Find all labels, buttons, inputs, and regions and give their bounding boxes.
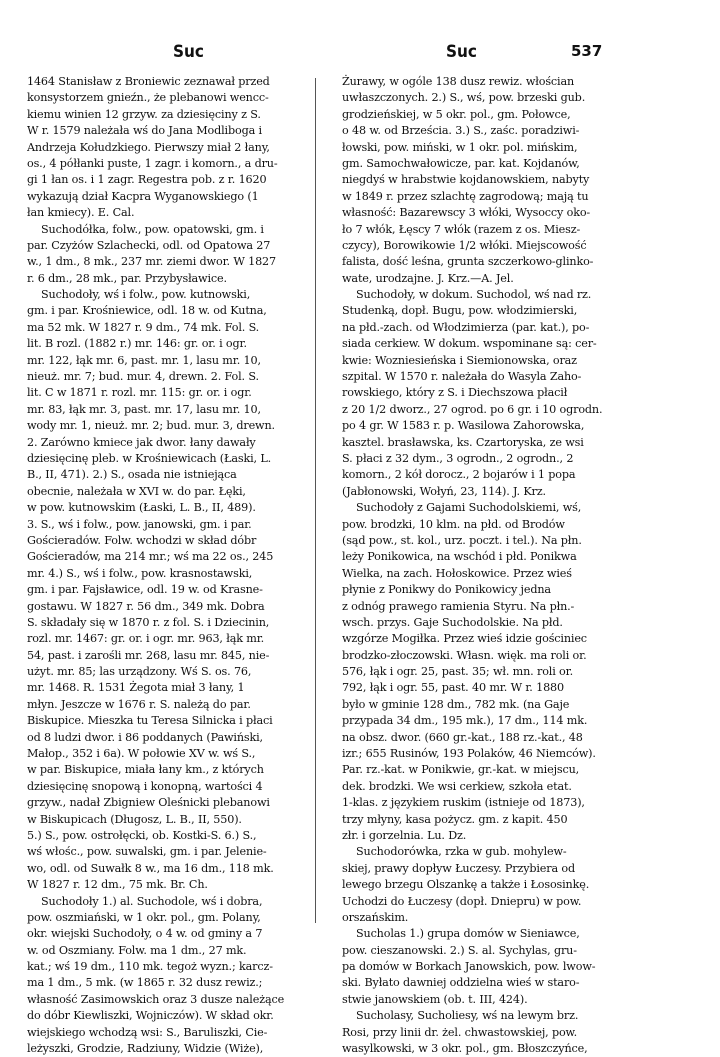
text-line: szpital. W 1570 r. należała do Wasyla Zaho-	[342, 370, 582, 384]
text-line: 54, past. i zarośli mr. 268, lasu mr. 845, nie-	[27, 648, 270, 662]
text-line: pow. cieszanowski. 2.) S. al. Sychylas, gru-	[342, 943, 577, 957]
text-line: użyt. mr. 85; las urządzony. Wś S. os. 76,	[27, 665, 252, 679]
text-line: 792, łąk i ogr. 55, past. 40 mr. W r. 1880	[342, 681, 564, 695]
text-line: na obsz. dwor. (660 gr.-kat., 188 rz.-kat., 48	[342, 730, 583, 744]
text-line: łowski, pow. miński, w 1 okr. pol. mińskim,	[342, 140, 578, 154]
text-line: falista, dość leśna, grunta szczerkowo-glinko-	[342, 255, 594, 269]
text-line: w., 1 dm., 8 mk., 237 mr. ziemi dwor. W 1827	[27, 255, 276, 269]
text-line: Suchodorówka, rzka w gub. mohylew-	[356, 845, 567, 859]
right-running-title: Suc	[446, 42, 477, 62]
text-line: wasylkowski, w 3 okr. pol., gm. Błoszczyńce,	[342, 1042, 588, 1056]
text-line: wś włośc., pow. suwalski, gm. i par. Jelenie-	[27, 845, 267, 859]
text-line: gm. i par. Krośniewice, odl. 18 w. od Kutna,	[27, 304, 267, 318]
text-line: kiemu winien 12 grzyw. za dziesięciny z S.	[27, 107, 261, 121]
text-line: gm. Samochwałowicze, par. kat. Kojdanów,	[342, 156, 580, 170]
text-line: Małop., 352 i 6a). W połowie XV w. wś S.,	[27, 747, 256, 761]
text-line: dek. brodzki. We wsi cerkiew, szkoła etat.	[342, 779, 572, 793]
text-line: mr. 4.) S., wś i folw., pow. krasnostawski,	[27, 566, 253, 580]
text-line: czycy), Borowikowie 1/2 włóki. Miejscowość	[342, 238, 587, 252]
text-line: leżyszki, Grodzie, Radziuny, Widzie (Wiże),	[27, 1042, 264, 1056]
text-line: komorn., 2 kół dorocz., 2 bojarów i 1 popa	[342, 468, 576, 482]
text-line: konsystorzem gnieźn., że plebanowi wencc-	[27, 91, 269, 105]
text-line: Andrzeja Kołudzkiego. Pierwszy miał 2 łany,	[27, 140, 270, 154]
text-line: Gościeradów, ma 214 mr.; wś ma 22 os., 245	[27, 550, 274, 564]
text-line: o 48 w. od Brześcia. 3.) S., zaśc. poradziwi-	[342, 124, 580, 138]
text-line: brodzko-złoczowski. Własn. więk. ma roli or.	[342, 648, 587, 662]
text-line: 576, łąk i ogr. 25, past. 35; wł. mn. roli or.	[342, 665, 573, 679]
text-line: rowskiego, który z S. i Diechszowa płacił	[342, 386, 568, 400]
text-line: mr. 83, łąk mr. 3, past. mr. 17, lasu mr. 10,	[27, 402, 261, 416]
text-line: nieuż. mr. 7; bud. mur. 4, drewn. 2. Fol. S.	[27, 370, 259, 384]
text-line: Studenką, dopł. Bugu, pow. włodzimierski,	[342, 304, 578, 318]
text-line: kasztel. brasławska, ks. Czartoryska, ze wsi	[342, 435, 584, 449]
text-line: młyn. Jeszcze w 1676 r. S. należą do par.	[27, 697, 251, 711]
text-line: grzyw., nadał Zbigniew Oleśnicki plebanowi	[27, 796, 270, 810]
text-line: własność: Bazarewscy 3 włóki, Wysoccy oko-	[342, 206, 591, 220]
text-line: stwie janowskiem (ob. t. III, 424).	[342, 992, 528, 1006]
text-line: par. Czyżów Szlachecki, odl. od Opatowa 27	[27, 238, 271, 252]
text-line: w pow. kutnowskim (Łaski, L. B., II, 489).	[27, 501, 256, 515]
text-line: płynie z Ponikwy do Ponikowicy jedna	[342, 583, 551, 597]
text-line: na płd.-zach. od Włodzimierza (par. kat.), po-	[342, 320, 590, 334]
text-line: kwie: Wozniesieńska i Siemionowska, oraz	[342, 353, 577, 367]
text-line: do dóbr Kiewliszki, Wojniczów). W skład okr.	[27, 1009, 274, 1023]
text-line: wate, urodzajne. J. Krz.—A. Jel.	[342, 271, 514, 285]
text-line: trzy młyny, kasa pożycz. gm. z kapit. 450	[342, 812, 568, 826]
text-line: (Jabłonowski, Wołyń, 23, 114). J. Krz.	[342, 484, 546, 498]
text-line: orszańskim.	[342, 910, 409, 924]
text-line: dziesięcinę pleb. w Krośniewicach (Łaski, L.	[27, 451, 272, 465]
text-line: było w gminie 128 dm., 782 mk. (na Gaje	[342, 697, 570, 711]
left-column	[27, 74, 311, 1057]
text-line: gi 1 łan os. i 1 zagr. Regestra pob. z r. 1620	[27, 173, 267, 187]
text-line: dziesięcinę snopową i konopną, wartości 4	[27, 779, 263, 793]
text-line: Rosi, przy linii dr. żel. chwastowskiej, pow.	[342, 1025, 578, 1039]
text-line: pow. brodzki, 10 klm. na płd. od Brodów	[342, 517, 565, 531]
text-line: pow. oszmiański, w 1 okr. pol., gm. Polany,	[27, 910, 261, 924]
text-line: S. płaci z 32 dym., 3 ogrodn., 2 ogrodn., 2	[342, 451, 574, 465]
text-line: lit. C w 1871 r. rozl. mr. 115: gr. or. i ogr.	[27, 386, 252, 400]
text-line: izr.; 655 Rusinów, 193 Polaków, 46 Niemców).	[342, 747, 596, 761]
text-line: wody mr. 1, nieuż. mr. 2; bud. mur. 3, drewn.	[27, 419, 275, 433]
text-line: 3. S., wś i folw., pow. janowski, gm. i par.	[27, 517, 252, 531]
page-header	[0, 38, 720, 68]
text-line: uwłaszczonych. 2.) S., wś, pow. brzeski gub.	[342, 91, 586, 105]
text-line: wzgórze Mogiłka. Przez wieś idzie gościniec	[342, 632, 587, 646]
text-line: Par. rz.-kat. w Ponikwie, gr.-kat. w miejscu,	[342, 763, 580, 777]
column-divider	[315, 78, 316, 923]
text-line: okr. wiejski Suchodoły, o 4 w. od gminy a 7	[27, 927, 263, 941]
text-line: własność Zasimowskich oraz 3 dusze należące	[27, 992, 285, 1006]
text-line: ma 1 dm., 5 mk. (w 1865 r. 32 dusz rewiz.;	[27, 976, 263, 990]
text-line: Suchodoły, wś i folw., pow. kutnowski,	[41, 288, 251, 302]
text-line: B., II, 471). 2.) S., osada nie istniejąca	[27, 468, 237, 482]
text-line: Sucholas 1.) grupa domów w Sieniawce,	[356, 927, 580, 941]
text-line: w Biskupicach (Długosz, L. B., II, 550).	[27, 812, 242, 826]
right-column	[342, 74, 624, 1057]
text-line: łan kmiecy). E. Cal.	[27, 206, 135, 220]
text-line: w par. Biskupice, miała łany km., z których	[27, 763, 264, 777]
text-line: pa domów w Borkach Janowskich, pow. lwow-	[342, 960, 596, 974]
text-line: grodzieńskiej, w 5 okr. pol., gm. Połowce,	[342, 107, 571, 121]
text-line: kat.; wś 19 dm., 110 mk. tegoż wyzn.; karcz-	[27, 960, 273, 974]
left-running-title: Suc	[173, 42, 204, 62]
text-line: wsch. przys. Gaje Suchodolskie. Na płd.	[342, 615, 563, 629]
text-line: skiej, prawy dopływ Łuczesy. Przybiera od	[342, 861, 575, 875]
text-line: siada cerkiew. W dokum. wspominane są: cer-	[342, 337, 597, 351]
text-line: os., 4 półłanki puste, 1 zagr. i komorn., a dru-	[27, 156, 278, 170]
text-line: Wielka, na zach. Hołoskowice. Przez wieś	[342, 566, 572, 580]
text-line: 1464 Stanisław z Broniewic zeznawał przed	[27, 75, 270, 88]
text-line: obecnie, należała w XVI w. do par. Łęki,	[27, 484, 246, 498]
text-line: niegdyś w hrabstwie kojdanowskiem, nabyty	[342, 173, 590, 187]
text-line: w. od Oszmiany. Folw. ma 1 dm., 27 mk.	[27, 943, 247, 957]
text-line: przypada 34 dm., 195 mk.), 17 dm., 114 mk.	[342, 714, 588, 728]
text-line: Uchodzi do Łuczesy (dopł. Dniepru) w pow.	[342, 894, 582, 908]
text-line: wykazują dział Kacpra Wyganowskiego (1	[27, 189, 259, 203]
text-line: r. 6 dm., 28 mk., par. Przybysławice.	[27, 271, 227, 285]
text-line: 1-klas. z językiem ruskim (istnieje od 1873),	[342, 796, 585, 810]
text-line: W 1827 r. 12 dm., 75 mk. Br. Ch.	[27, 878, 208, 892]
text-line: mr. 1468. R. 1531 Żegota miał 3 łany, 1	[27, 681, 245, 695]
text-line: ma 52 mk. W 1827 r. 9 dm., 74 mk. Fol. S.	[27, 320, 260, 334]
page-number: 537	[571, 42, 603, 60]
text-line: Sucholasy, Sucholiesy, wś na lewym brz.	[356, 1009, 579, 1023]
text-line: rozl. mr. 1467: gr. or. i ogr. mr. 963, łąk mr.	[27, 632, 265, 646]
text-line: gostawu. W 1827 r. 56 dm., 349 mk. Dobra	[27, 599, 265, 613]
text-line: W r. 1579 należała wś do Jana Modliboga i	[27, 124, 262, 138]
text-line: ło 7 włók, Łęscy 7 włók (razem z os. Miesz-	[342, 222, 581, 236]
text-line: leży Ponikowica, na wschód i płd. Ponikwa	[342, 550, 577, 564]
text-line: wo, odl. od Suwałk 8 w., ma 16 dm., 118 mk.	[27, 861, 274, 875]
text-line: z odnóg prawego ramienia Styru. Na płn.-	[342, 599, 575, 613]
text-line: Suchodoły z Gajami Suchodolskiemi, wś,	[356, 501, 582, 515]
text-line: od 8 ludzi dwor. i 86 poddanych (Pawiński,	[27, 730, 263, 744]
text-line: złr. i gorzelnia. Lu. Dz.	[342, 828, 467, 842]
text-line: 2. Zarówno kmiece jak dwor. łany dawały	[27, 435, 256, 449]
text-line: (sąd pow., st. kol., urz. poczt. i tel.). Na płn.	[342, 533, 582, 547]
text-line: gm. i par. Fajsławice, odl. 19 w. od Krasne-	[27, 583, 263, 597]
text-line: wiejskiego wchodzą wsi: S., Baruliszki, Cie-	[27, 1025, 268, 1039]
text-line: Biskupice. Mieszka tu Teresa Silnicka i płaci	[27, 714, 273, 728]
text-line: 5.) S., pow. ostrołęcki, ob. Kostki-S. 6.) S.,	[27, 828, 257, 842]
text-line: Gościeradów. Folw. wchodzi w skład dóbr	[27, 533, 257, 547]
text-line: z 20 1/2 dworz., 27 ogrod. po 6 gr. i 10 ogrodn.	[342, 402, 603, 416]
text-line: S. składały się w 1870 r. z fol. S. i Dziecinin,	[27, 615, 270, 629]
text-line: ski. Byłato dawniej oddzielna wieś w staro-	[342, 976, 580, 990]
text-line: Żurawy, w ogóle 138 dusz rewiz. włościan	[342, 75, 575, 88]
text-line: lewego brzegu Olszankę a także i Łososinkę.	[342, 878, 590, 892]
text-line: Suchodoły, w dokum. Suchodol, wś nad rz.	[356, 288, 592, 302]
text-line: mr. 122, łąk mr. 6, past. mr. 1, lasu mr. 10,	[27, 353, 261, 367]
text-line: Suchodółka, folw., pow. opatowski, gm. i	[41, 222, 264, 236]
text-line: Suchodoły 1.) al. Suchodole, wś i dobra,	[41, 894, 263, 908]
text-line: po 4 gr. W 1583 r. p. Wasilowa Zahorowska,	[342, 419, 585, 433]
text-line: lit. B rozl. (1882 r.) mr. 146: gr. or. i ogr.	[27, 337, 247, 351]
text-line: w 1849 r. przez szlachtę zagrodową; mają tu	[342, 189, 589, 203]
